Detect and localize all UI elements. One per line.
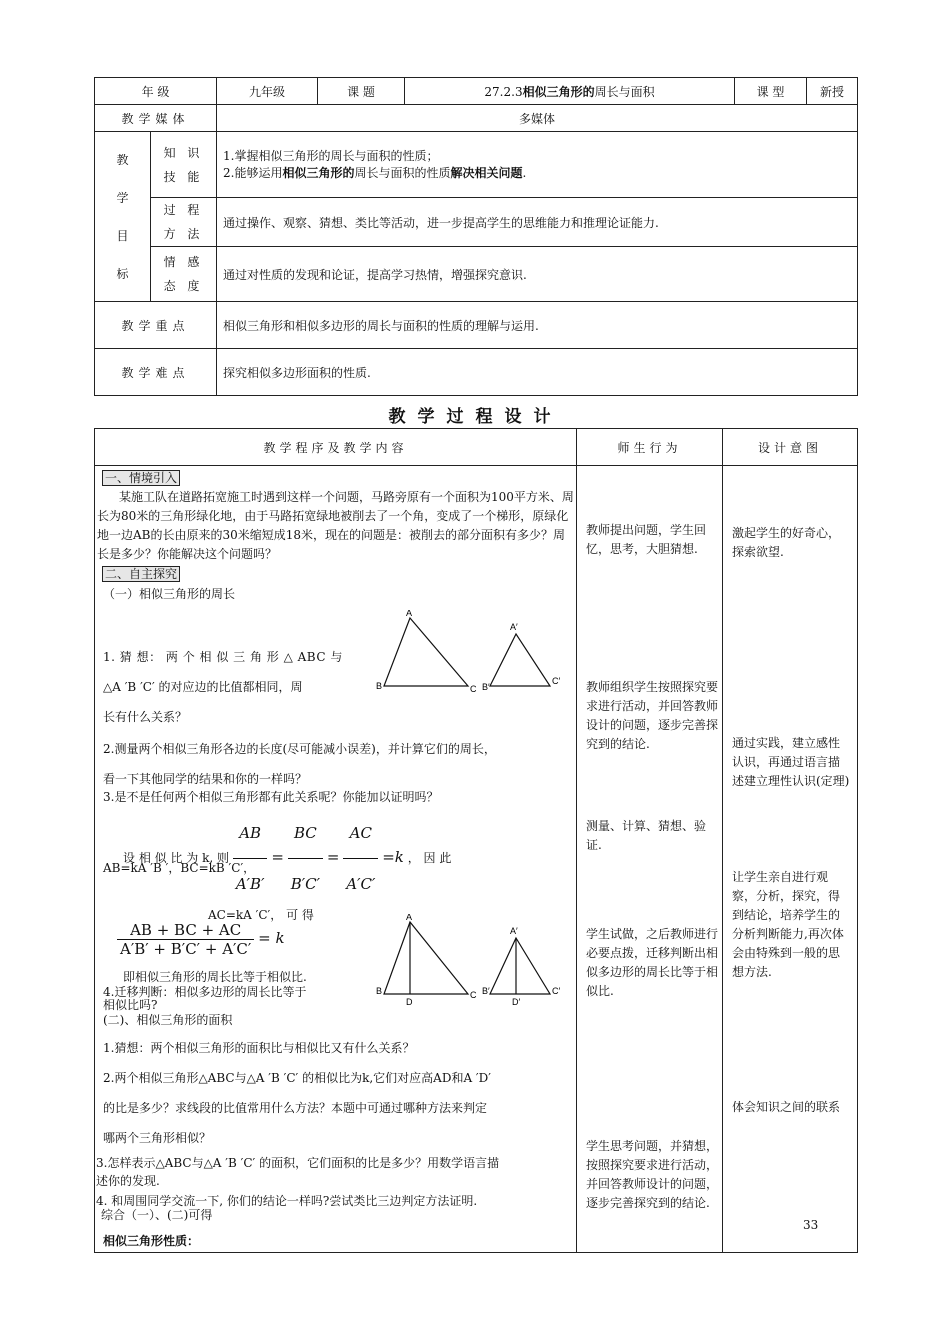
vertex-a-prime: A′ [510,926,518,936]
ratio-line: 设 相 似 比 为 k, 则 $\frac{AB}{A'B'}$ = $\frac{BC}{B'C'}$ = $\frac{AC}{A'C'}$ =k ， 因 此 [123,808,451,858]
goals-label [95,132,151,302]
guess-line-2: △A ′B ′C′ 的对应边的比值都相同，周 [103,680,303,694]
intent-note-4: 体会知识之间的联系 [732,1100,841,1114]
key-point-text: 相似三角形和相似多边形的周长与面积的性质的理解与运用. [217,302,858,349]
page-number: 33 [803,1218,819,1232]
area-question-4: 4. 和周围同学交流一下, 你们的结论一样吗?尝试类比三边判定方法证明. [96,1194,478,1208]
triangle-abc [384,618,468,686]
guess-line-1: 1. 猜 想： 两 个 相 似 三 角 形 △ ABC 与 [103,650,343,664]
triangle-figure-1 [376,610,576,694]
ratio-frac-ac: $\frac{AC}{A'C'}$ [343,808,378,909]
measure-line-2: 看一下其他同学的结果和你的一样吗？ [103,772,308,786]
combine-line: 综合（一）、(二)可得 [101,1208,213,1222]
vertex-c-prime: C′ [552,676,561,686]
lesson-info-table [94,77,858,396]
emotion-text: 通过对性质的发现和论证，提高学习热情，增强探究意识. [217,247,858,302]
measure-line-1: 2.测量两个相似三角形各边的长度(尽可能减小误差)，并计算它们的周长， [103,742,496,756]
section-title: 教学过程设计 [388,407,563,427]
vertex-b: B [376,986,383,996]
grade-value: 九年级 [217,78,318,105]
media-label: 教学媒体 [95,105,217,132]
vertex-c-prime: C′ [552,986,561,996]
teacher-header: 师生行为 [577,429,723,466]
teacher-note-3: 测量、计算、猜想、验证. [586,819,707,852]
vertex-c: C [470,990,477,1000]
emotion-label: 情 感 态 度 [151,247,217,302]
vertex-c: C [470,684,477,694]
area-question-2b: 的比是多少？求线段的比值常用什么方法？本题中可通过哪种方法来判定 [103,1101,488,1115]
intent-note-3: 让学生亲自进行观察，分析，探究，得到结论，培养学生的分析判断能力,再次体会由特殊到一般的思想方法. [732,870,844,979]
teacher-note-1: 教师提出问题，学生回忆，思考，大胆猜想. [586,523,707,556]
vertex-a: A [406,610,413,618]
triangle-figure-2 [376,914,576,1006]
teacher-note-2: 教师组织学生按照探究要求进行活动，并回答教师设计的问题，逐步完善探究到的结论. [586,680,719,751]
goals-char: 学 [116,190,129,205]
process-text: 通过操作、观察、猜想、类比等活动，进一步提高学生的思维能力和推理论证能力. [217,198,858,247]
difficulty-label: 教学难点 [95,349,217,396]
vertex-a-prime: A′ [510,622,518,632]
guess-line-3: 长有什么关系？ [103,710,188,724]
triangle-abc-height [384,922,468,994]
process-label: 过 程 方 法 [151,198,217,247]
intent-note-2: 通过实践，建立感性认识，再通过语言描述建立理性认识(定理) [732,736,850,788]
property-heading: 相似三角形性质： [103,1234,200,1248]
key-point-label: 教学重点 [95,302,217,349]
teacher-cell [577,466,723,1253]
perimeter-subheading: （一）相似三角形的周长 [103,587,236,601]
explore-heading: 二、自主探究 [102,565,180,582]
triangle-abc-prime-height [490,938,550,994]
vertex-d: D [406,997,413,1006]
topic-label: 课 题 [318,78,405,105]
area-question-1: 1.猜想：两个相似三角形的面积比与相似比又有什么关系？ [103,1041,415,1055]
intent-cell [723,466,858,1253]
ac-equation: AC=kA ′C′， 可 得 [208,908,314,922]
goals-char: 目 [116,228,129,243]
ratio-frac-bc: $\frac{BC}{B'C'}$ [288,808,323,909]
type-label: 课 型 [735,78,807,105]
transfer-line-1: 4.迁移判断：相似多边形的周长比等于 [103,985,307,999]
goals-char: 标 [116,266,129,281]
ratio-frac-ab: $\frac{AB}{A'B'}$ [233,808,268,909]
type-value: 新授 [807,78,858,105]
process-table [94,428,858,1253]
perimeter-conclusion: 即相似三角形的周长比等于相似比. [123,970,307,984]
teacher-note-4: 学生试做，之后教师进行必要点拨，迁移判断出相似多边形的周长比等于相似比. [586,927,719,998]
area-question-3b: 述你的发现. [96,1174,160,1188]
proof-question: 3.是不是任何两个相似三角形都有此关系呢？你能加以证明吗？ [103,790,439,804]
goals-char: 教 [116,152,129,167]
transfer-line-2: 相似比吗? [103,998,158,1012]
vertex-b-prime: B′ [482,682,490,692]
teacher-note-5: 学生思考问题，并猜想，按照探究要求进行活动，并回答教师设计的问题，逐步完善探究到的结论. [586,1139,719,1210]
situation-text: 某施工队在道路拓宽施工时遇到这样一个问题，马路旁原有一个面积为100平方米、周长为80米的三角形绿化地，由于马路拓宽绿地被削去了一个角，变成了一个梯形，原绿化地一边AB的长由原来的30米缩短成18米，现在的问题是：被削去的部分面积有多少？周长是多少？你能解决这个问题吗？ [97,490,574,561]
vertex-d-prime: D′ [512,997,521,1006]
area-question-2c: 哪两个三角形相似？ [103,1131,212,1145]
perimeter-formula: $\frac{AB + BC + AC}{A'B' + B'C' + A'C'}$ = k [117,921,285,958]
intent-note-1: 激起学生的好奇心，探索欲望. [732,526,841,559]
vertex-b-prime: B′ [482,986,490,996]
vertex-b: B [376,681,383,691]
content-header: 教学程序及教学内容 [95,429,577,466]
media-value: 多媒体 [217,105,858,132]
ab-bc-equation: AB=kA ′B ′，BC=kB ′C′， [103,861,256,875]
situation-heading: 一、情境引入 [102,469,180,486]
vertex-a: A [406,914,413,922]
difficulty-text: 探究相似多边形面积的性质. [217,349,858,396]
intent-header: 设计意图 [723,429,858,466]
knowledge-text: 1.掌握相似三角形的周长与面积的性质； 2.能够运用相似三角形的周长与面积的性质解决相关问题. [217,132,858,198]
grade-label: 年 级 [95,78,217,105]
area-subheading: (二)、相似三角形的面积 [103,1013,233,1027]
content-cell [95,466,577,1253]
triangle-abc-prime [490,634,550,686]
area-question-2a: 2.两个相似三角形△ABC与△A ′B ′C′ 的相似比为k,它们对应高AD和A ′D′ [103,1071,492,1085]
topic-value: 27.2.3相似三角形的周长与面积 [405,78,735,105]
area-question-3a: 3.怎样表示△ABC与△A ′B ′C′ 的面积，它们面积的比是多少？用数学语言描 [96,1156,500,1170]
knowledge-label: 知 识 技 能 [151,132,217,198]
